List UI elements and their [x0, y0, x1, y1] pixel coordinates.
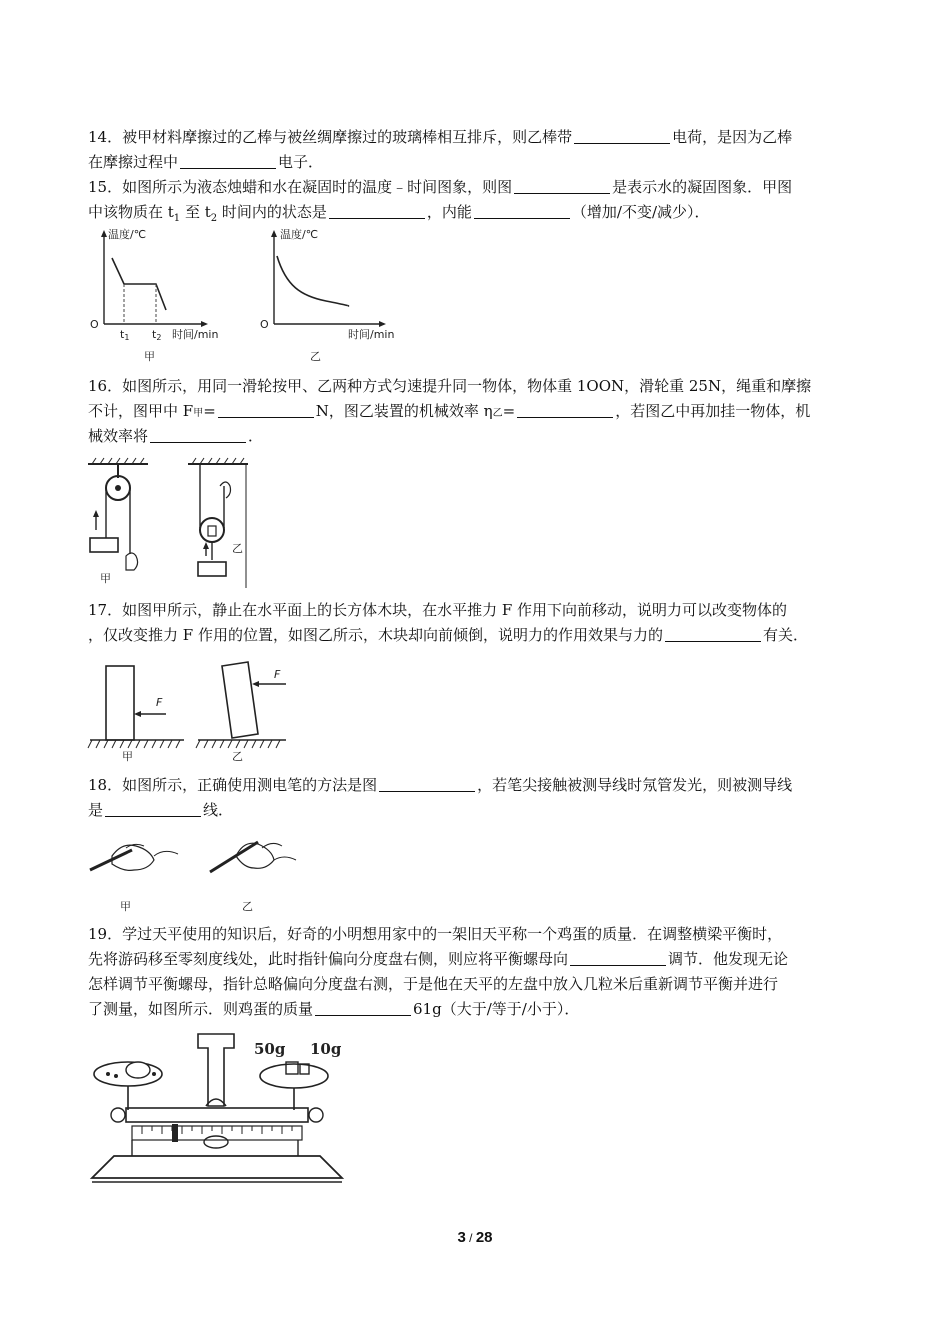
q19-blank-2[interactable]	[315, 1001, 411, 1016]
current-page: 3	[457, 1229, 466, 1246]
q17-line2	[88, 625, 808, 645]
q19-text: 61g（大于/等于/小于）．	[413, 1000, 580, 1018]
q19-blank-1[interactable]	[570, 951, 666, 966]
q14-text: 电荷，是因为乙棒	[672, 128, 793, 146]
q15-line2	[88, 202, 710, 229]
q17-force-yi: F	[274, 668, 281, 681]
q19-text: 先将游码移至零刻度线处，此时指针偏向分度盘右侧，则应将平衡螺母向	[88, 950, 569, 968]
q15-ylabel-yi: 温度/℃	[280, 228, 319, 241]
q16-caption-jia: 甲	[100, 572, 111, 585]
q16-sub: 乙	[492, 408, 503, 419]
q19-line1	[88, 924, 782, 944]
q18-line2	[88, 800, 233, 820]
q18-text: ，若笔尖接触被测导线时氖管发光，则被测导线	[477, 776, 793, 794]
q19-line4	[88, 999, 579, 1019]
q17-text: ，仅改变推力 F 作用的位置，如图乙所示，木块却向前倾倒，说明力的作用效果与力的	[88, 626, 663, 644]
q16-text: ．	[248, 427, 264, 445]
q19-line2	[88, 949, 788, 969]
q16-blank-2[interactable]	[517, 403, 613, 418]
q19-weight-50g: 50g	[254, 1040, 286, 1058]
q16-text: ，若图乙中再加挂一物体，机	[615, 402, 811, 420]
q17-force-jia: F	[156, 696, 163, 709]
q15-t1-label: t1	[120, 328, 130, 342]
q16-line1	[88, 376, 811, 396]
q15-blank-2[interactable]	[329, 204, 425, 219]
q19-text: 调节．他发现无论	[668, 950, 789, 968]
q15-text: 是表示水的凝固图象．甲图	[612, 178, 793, 196]
q18-blank-2[interactable]	[105, 802, 201, 817]
q17-text: 17．如图甲所示，静止在水平面上的长方体木块，在水平推力 F 作用下向前移动，说明力可以改变物体的	[88, 601, 788, 619]
q15-caption-jia: 甲	[144, 350, 155, 363]
q15-text: 中该物质在 t	[88, 203, 174, 221]
q18-blank-1[interactable]	[379, 777, 475, 792]
q15-xlabel-yi: 时间/min	[348, 328, 395, 341]
q16-text: =	[502, 402, 516, 420]
q18-caption-jia: 甲	[120, 900, 131, 913]
q15-line1	[88, 177, 792, 197]
q14-text: 14．被甲材料摩擦过的乙棒与被丝绸摩擦过的玻璃棒相互排斥，则乙棒带	[88, 128, 573, 146]
q16-text: N，图乙装置的机械效率 η	[315, 402, 493, 420]
q16-line3	[88, 426, 263, 446]
q16-sub: 甲	[193, 408, 204, 419]
q15-xlabel-jia: 时间/min	[172, 328, 219, 341]
total-pages: 28	[475, 1229, 493, 1246]
q16-figure	[86, 456, 252, 588]
q15-blank-3[interactable]	[474, 204, 570, 219]
q19-figure	[86, 1030, 348, 1186]
q16-text: 不计，图甲中 F	[88, 402, 194, 420]
q15-sub: 1	[173, 213, 181, 224]
q16-line2	[88, 401, 810, 424]
q17-figure	[86, 656, 292, 764]
q18-text: 18．如图所示，正确使用测电笔的方法是图	[88, 776, 378, 794]
q16-text: =	[203, 402, 216, 420]
q17-line1	[88, 600, 787, 620]
q16-blank-1[interactable]	[218, 403, 314, 418]
q17-text: 有关．	[762, 626, 808, 644]
q15-origin-yi: O	[260, 318, 269, 331]
q15-text: 时间内的状态是	[217, 203, 327, 221]
q14-line1	[88, 127, 792, 147]
q19-line3	[88, 974, 778, 994]
q19-text: 怎样调节平衡螺母，指针总略偏向分度盘右测，于是他在天平的左盘中放入几粒米后重新调节平衡并进行	[88, 975, 779, 993]
q15-blank-1[interactable]	[514, 179, 610, 194]
q16-blank-3[interactable]	[150, 428, 246, 443]
q14-line2	[88, 152, 323, 172]
q18-text: 是	[88, 801, 104, 819]
q17-blank-1[interactable]	[665, 627, 761, 642]
q18-figure	[86, 826, 306, 914]
q18-line1	[88, 775, 792, 795]
q15-caption-yi: 乙	[310, 350, 321, 363]
q14-blank-1[interactable]	[574, 129, 670, 144]
page-separator: /	[469, 1231, 473, 1245]
q15-text: （增加/不变/减少）．	[571, 203, 710, 221]
q15-sub: 2	[210, 213, 218, 224]
q16-text: 械效率将	[88, 427, 149, 445]
q19-weight-10g: 10g	[310, 1040, 342, 1058]
q15-text: ，内能	[426, 203, 472, 221]
q15-origin-jia: O	[90, 318, 99, 331]
q16-text: 16．如图所示，用同一滑轮按甲、乙两种方式匀速提升同一物体，物体重 1OON，滑轮重 25N，绳重和摩擦	[88, 377, 812, 395]
q15-figure	[86, 226, 402, 368]
q14-text: 在摩擦过程中	[88, 153, 179, 171]
q15-text: 15．如图所示为液态烛蜡和水在凝固时的温度﹣时间图象，则图	[88, 178, 513, 196]
q18-text: 线．	[203, 801, 234, 819]
q17-caption-jia: 甲	[122, 750, 133, 763]
q15-ylabel-jia: 温度/℃	[108, 228, 147, 241]
page-number	[0, 1229, 950, 1246]
q14-blank-2[interactable]	[180, 154, 276, 169]
q16-caption-yi: 乙	[232, 542, 243, 555]
q15-text: 至 t	[180, 203, 211, 221]
q14-text: 电子．	[278, 153, 324, 171]
q17-caption-yi: 乙	[232, 750, 243, 763]
q19-text: 了测量，如图所示．则鸡蛋的质量	[88, 1000, 314, 1018]
q15-t2-label: t2	[152, 328, 162, 342]
q19-text: 19．学过天平使用的知识后，好奇的小明想用家中的一架旧天平称一个鸡蛋的质量．在调整横梁平衡时，	[88, 925, 783, 943]
q18-caption-yi: 乙	[242, 900, 253, 913]
